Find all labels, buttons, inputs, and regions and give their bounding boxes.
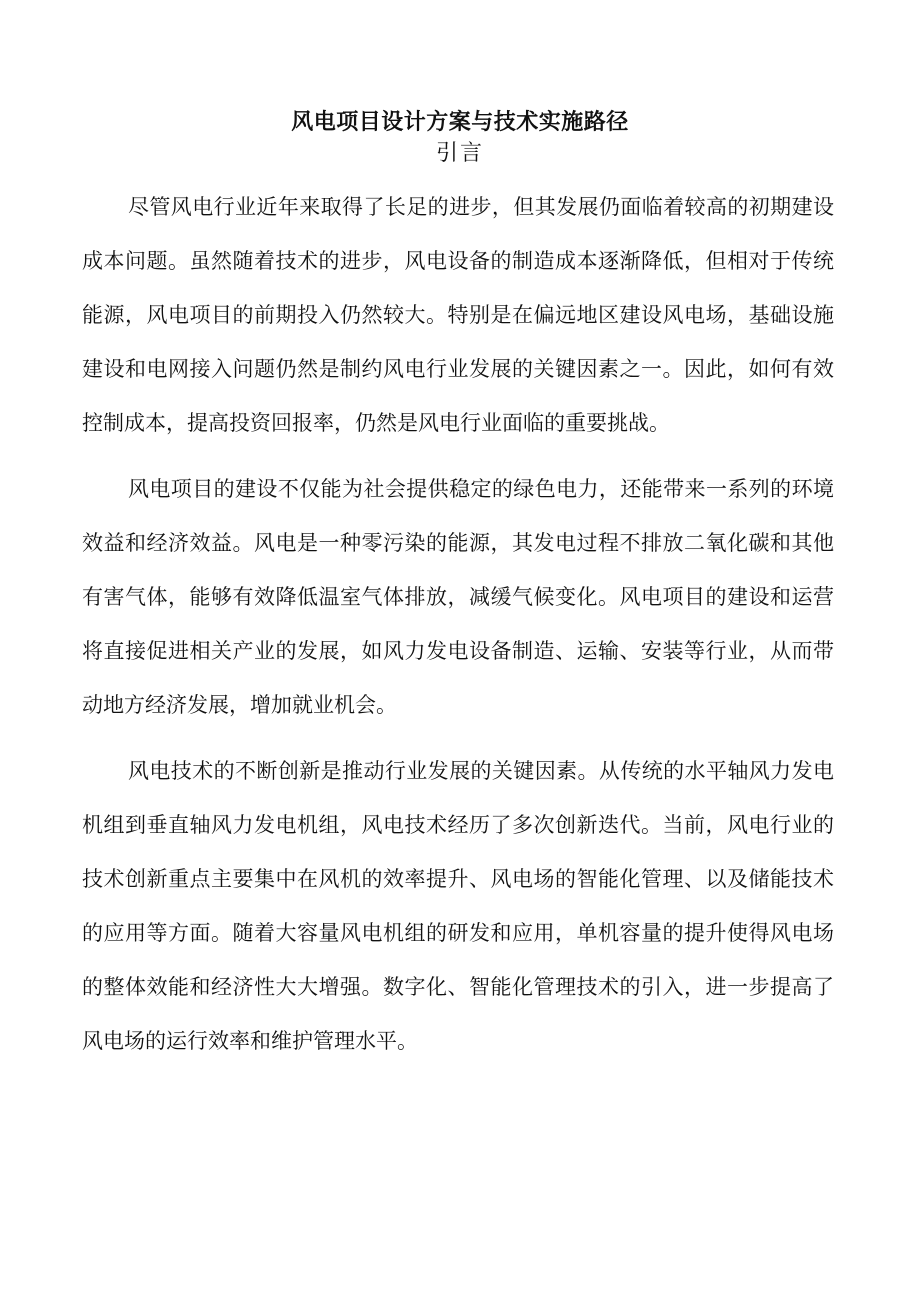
body-text [82, 180, 834, 1080]
paragraph-2: 风电项目的建设不仅能为社会提供稳定的绿色电力，还能带来一系列的环境效益和经济效益。风电是一种零污染的能源，其发电过程不排放二氧化碳和其他有害气体，能够有效降低温室气体排放，减缓气候变化。风电项目的建设和运营将直接促进相关产业的发展，如风力发电设备制造、运输、安装等行业，从而带动地方经济发展，增加就业机会。 [82, 477, 834, 717]
document-title: 风电项目设计方案与技术实施路径 [291, 109, 629, 135]
paragraph-3: 风电技术的不断创新是推动行业发展的关键因素。从传统的水平轴风力发电机组到垂直轴风力发电机组，风电技术经历了多次创新迭代。当前，风电行业的技术创新重点主要集中在风机的效率提升、风电场的智能化管理、以及储能技术的应用等方面。随着大容量风电机组的研发和应用，单机容量的提升使得风电场的整体效能和经济性大大增强。数字化、智能化管理技术的引入，进一步提高了风电场的运行效率和维护管理水平。 [82, 759, 834, 1053]
section-heading: 引言 [435, 141, 484, 166]
paragraph-1: 尽管风电行业近年来取得了长足的进步，但其发展仍面临着较高的初期建设成本问题。虽然随着技术的进步，风电设备的制造成本逐渐降低，但相对于传统能源，风电项目的前期投入仍然较大。特别是在偏远地区建设风电场，基础设施建设和电网接入问题仍然是制约风电行业发展的关键因素之一。因此，如何有效控制成本，提高投资回报率，仍然是风电行业面临的重要挑战。 [82, 195, 834, 435]
